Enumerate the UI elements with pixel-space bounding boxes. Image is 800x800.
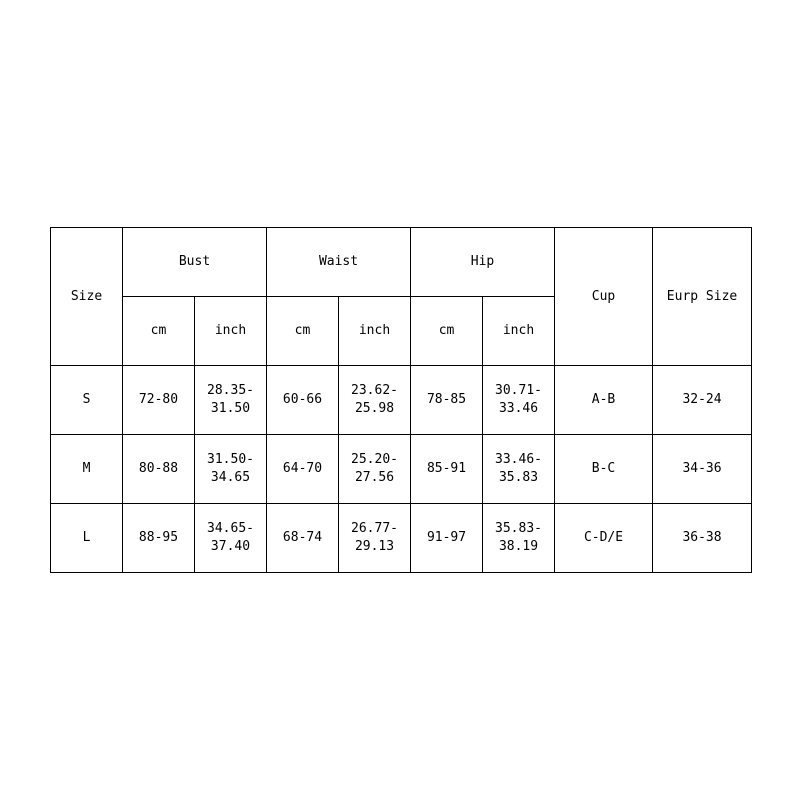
table-row [51, 504, 752, 573]
cell-waist-cm: 60-66 [267, 366, 339, 435]
cell-hip-inch: 30.71- 33.46 [483, 366, 555, 435]
unit-waist-inch: inch [339, 297, 411, 366]
cell-size: M [51, 435, 123, 504]
cell-hip-cm: 85-91 [411, 435, 483, 504]
unit-bust-inch: inch [195, 297, 267, 366]
header-bust: Bust [123, 228, 267, 297]
header-cup: Cup [555, 228, 653, 366]
table-row [51, 366, 752, 435]
cell-waist-cm: 64-70 [267, 435, 339, 504]
cell-eurp-size: 32-24 [653, 366, 752, 435]
cell-size: L [51, 504, 123, 573]
cell-cup: A-B [555, 366, 653, 435]
cell-bust-inch: 28.35- 31.50 [195, 366, 267, 435]
unit-hip-inch: inch [483, 297, 555, 366]
cell-hip-cm: 78-85 [411, 366, 483, 435]
table-row [51, 435, 752, 504]
cell-cup: B-C [555, 435, 653, 504]
cell-size: S [51, 366, 123, 435]
cell-bust-cm: 80-88 [123, 435, 195, 504]
cell-waist-inch: 26.77- 29.13 [339, 504, 411, 573]
cell-eurp-size: 36-38 [653, 504, 752, 573]
cell-hip-inch: 33.46- 35.83 [483, 435, 555, 504]
cell-eurp-size: 34-36 [653, 435, 752, 504]
header-size: Size [51, 228, 123, 366]
unit-hip-cm: cm [411, 297, 483, 366]
cell-hip-inch: 35.83- 38.19 [483, 504, 555, 573]
cell-waist-inch: 23.62- 25.98 [339, 366, 411, 435]
cell-bust-cm: 88-95 [123, 504, 195, 573]
header-waist: Waist [267, 228, 411, 297]
cell-waist-inch: 25.20- 27.56 [339, 435, 411, 504]
cell-waist-cm: 68-74 [267, 504, 339, 573]
cell-hip-cm: 91-97 [411, 504, 483, 573]
unit-bust-cm: cm [123, 297, 195, 366]
cell-bust-cm: 72-80 [123, 366, 195, 435]
header-hip: Hip [411, 228, 555, 297]
size-chart-table [50, 227, 752, 573]
cell-cup: C-D/E [555, 504, 653, 573]
unit-waist-cm: cm [267, 297, 339, 366]
cell-bust-inch: 34.65- 37.40 [195, 504, 267, 573]
header-row-measurements [51, 228, 752, 297]
cell-bust-inch: 31.50- 34.65 [195, 435, 267, 504]
header-eurp-size: Eurp Size [653, 228, 752, 366]
